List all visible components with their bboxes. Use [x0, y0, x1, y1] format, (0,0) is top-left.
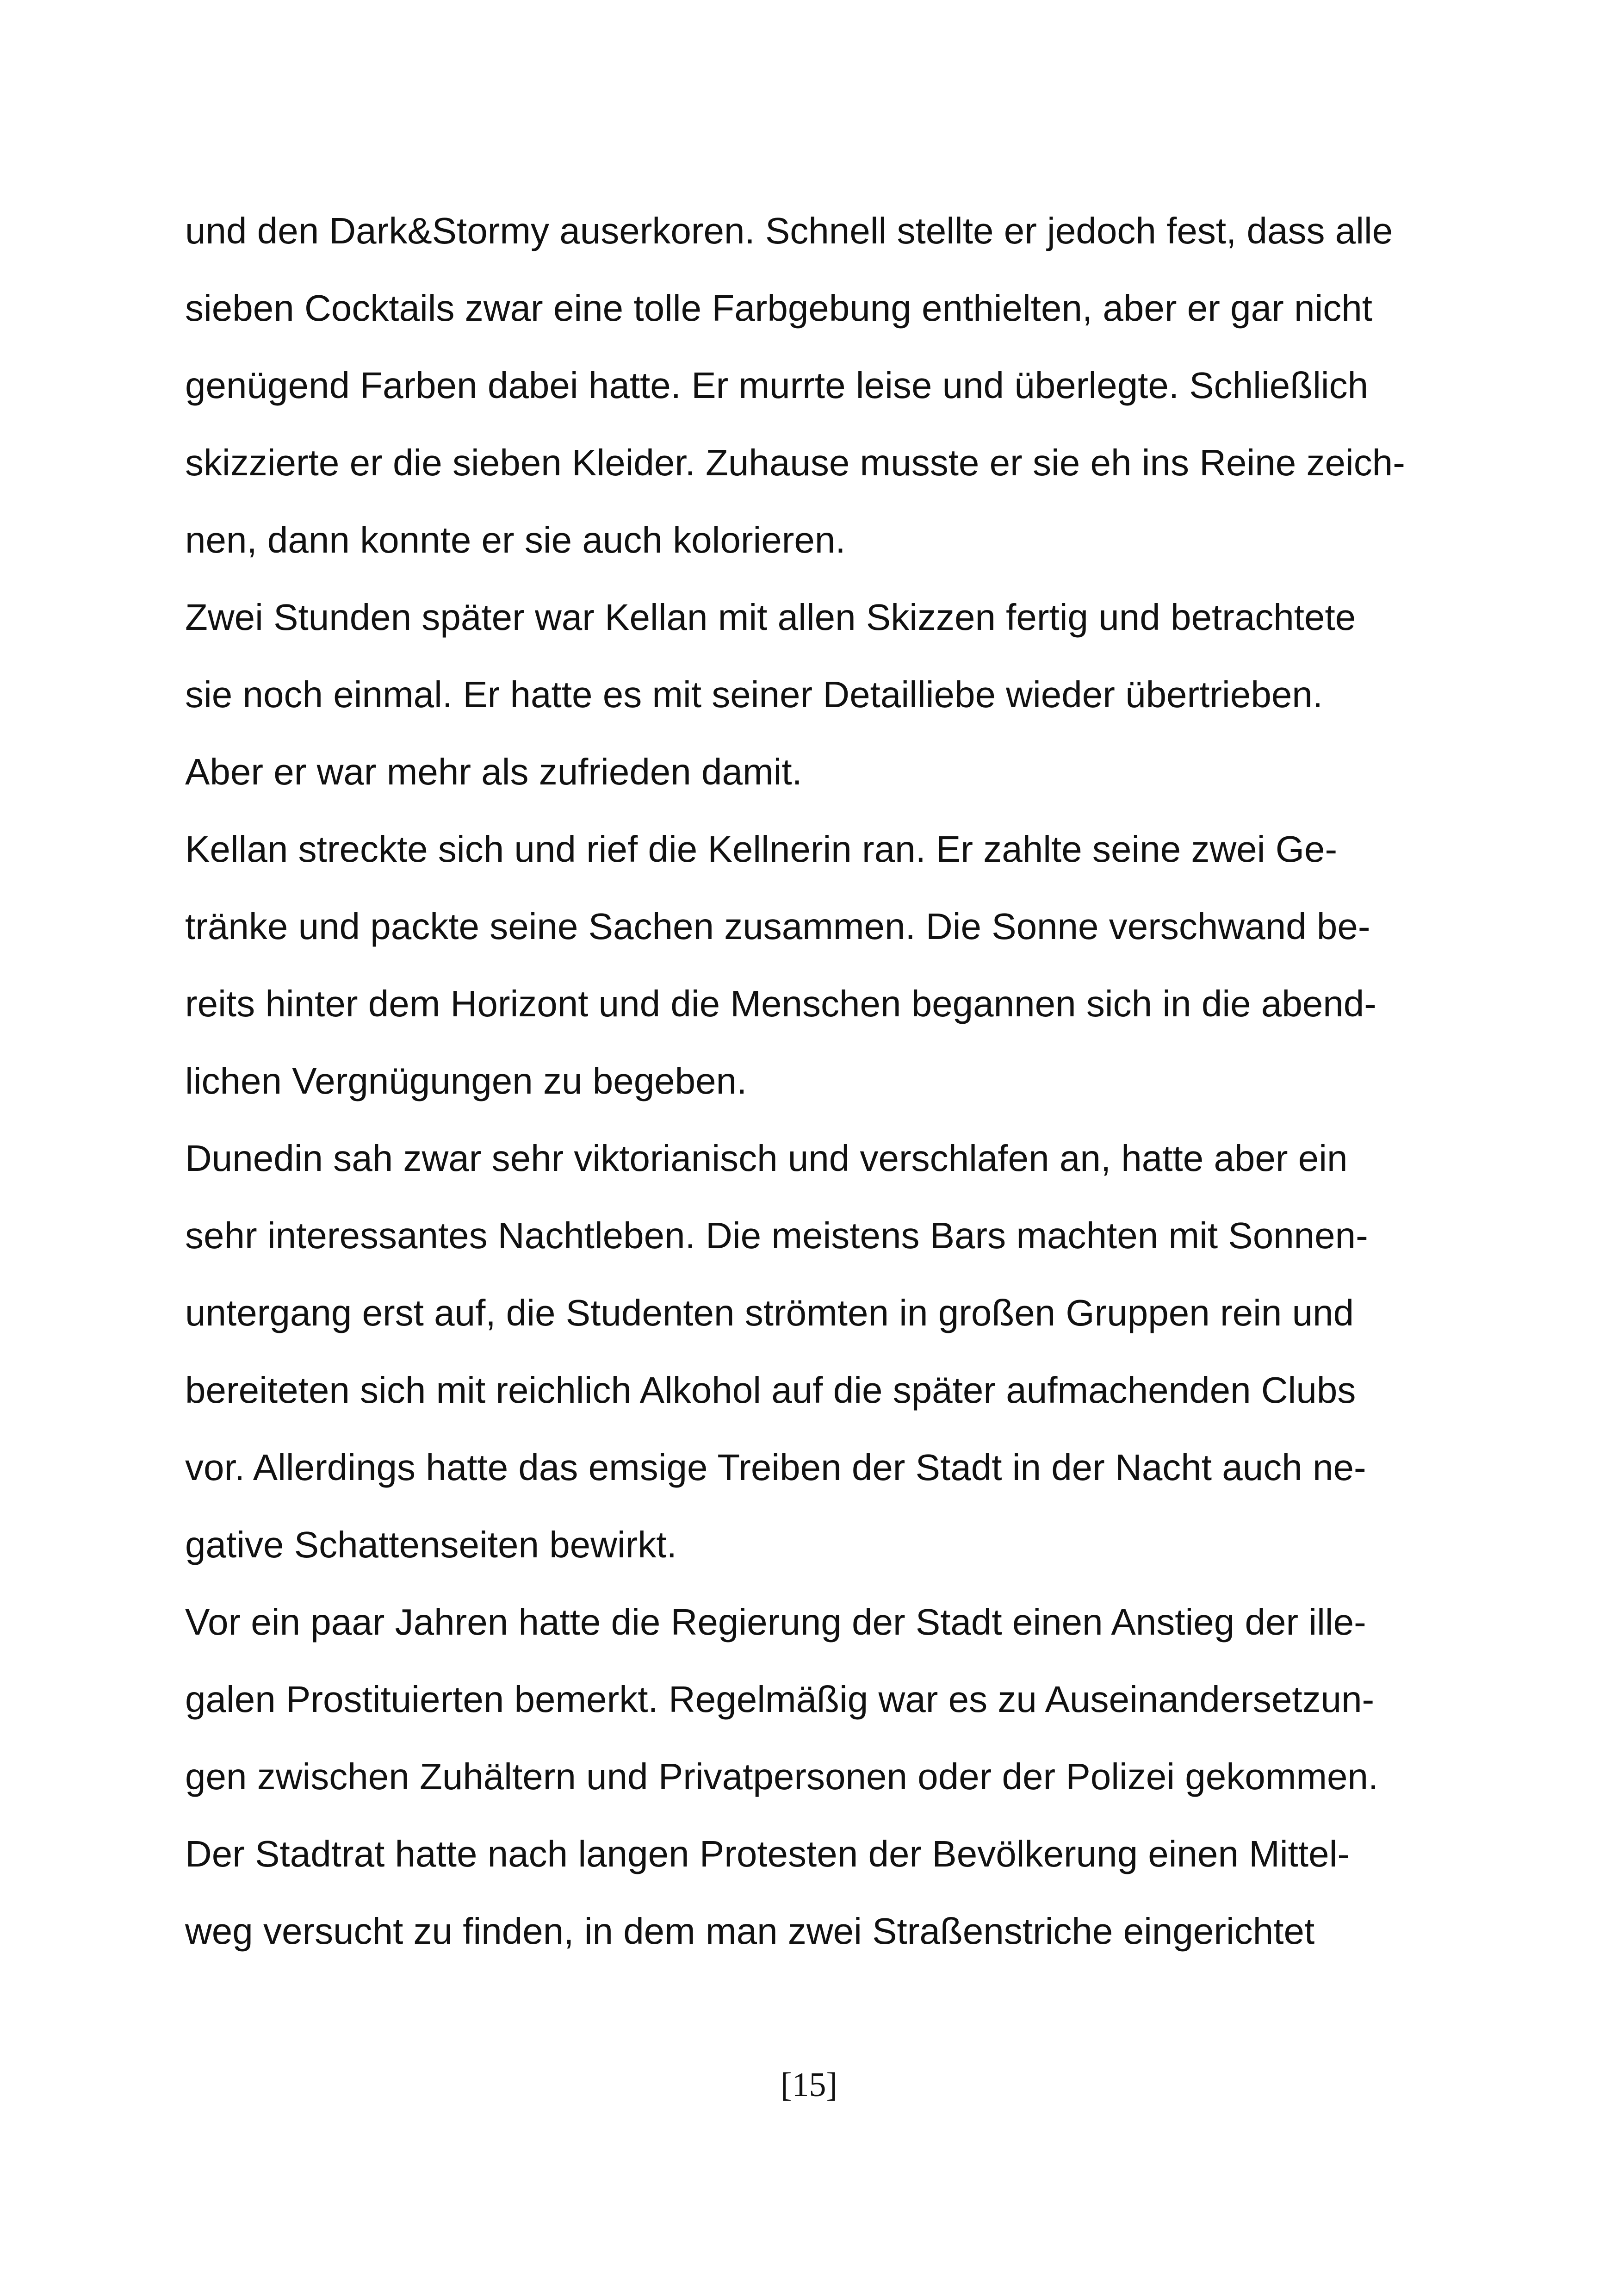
- text-line: bereiteten sich mit reichlich Alkohol auf die später aufmachenden Clubs: [185, 1369, 1356, 1411]
- text-line: gen zwischen Zuhältern und Privatpersonen oder der Polizei gekommen.: [185, 1756, 1379, 1797]
- text-line: untergang erst auf, die Studenten strömten in großen Gruppen rein und: [185, 1292, 1354, 1333]
- text-line: sieben Cocktails zwar eine tolle Farbgebung enthielten, aber er gar nicht: [185, 287, 1372, 329]
- text-line: sehr interessantes Nachtleben. Die meistens Bars machten mit Sonnen-: [185, 1215, 1368, 1256]
- text-line: genügend Farben dabei hatte. Er murrte leise und überlegte. Schließlich: [185, 365, 1369, 406]
- text-line: sie noch einmal. Er hatte es mit seiner Detailliebe wieder übertrieben.: [185, 674, 1323, 715]
- text-line: lichen Vergnügungen zu begeben.: [185, 1060, 747, 1101]
- text-line: gative Schattenseiten bewirkt.: [185, 1524, 677, 1565]
- text-line: skizzierte er die sieben Kleider. Zuhause musste er sie eh ins Reine zeich-: [185, 442, 1405, 483]
- body-text: [185, 192, 1444, 1970]
- text-line: weg versucht zu finden, in dem man zwei Straßenstriche eingerichtet: [185, 1910, 1315, 1952]
- text-line: Der Stadtrat hatte nach langen Protesten der Bevölkerung einen Mittel-: [185, 1833, 1350, 1874]
- page-number: [15]: [780, 2066, 838, 2104]
- text-line: und den Dark&Stormy auserkoren. Schnell stellte er jedoch fest, dass alle: [185, 210, 1393, 251]
- text-line: Zwei Stunden später war Kellan mit allen Skizzen fertig und betrachtete: [185, 597, 1356, 638]
- text-line: vor. Allerdings hatte das emsige Treiben der Stadt in der Nacht auch ne-: [185, 1447, 1366, 1488]
- text-line: Kellan streckte sich und rief die Kellnerin ran. Er zahlte seine zwei Ge-: [185, 828, 1338, 870]
- text-line: Vor ein paar Jahren hatte die Regierung der Stadt einen Anstieg der ille-: [185, 1601, 1366, 1643]
- text-line: Dunedin sah zwar sehr viktorianisch und verschlafen an, hatte aber ein: [185, 1138, 1348, 1179]
- text-line: reits hinter dem Horizont und die Menschen begannen sich in die abend-: [185, 983, 1376, 1024]
- text-line: nen, dann konnte er sie auch kolorieren.: [185, 519, 846, 560]
- text-line: tränke und packte seine Sachen zusammen. Die Sonne verschwand be-: [185, 906, 1370, 947]
- text-line: galen Prostituierten bemerkt. Regelmäßig war es zu Auseinandersetzun-: [185, 1679, 1375, 1720]
- text-line: Aber er war mehr als zufrieden damit.: [185, 751, 802, 792]
